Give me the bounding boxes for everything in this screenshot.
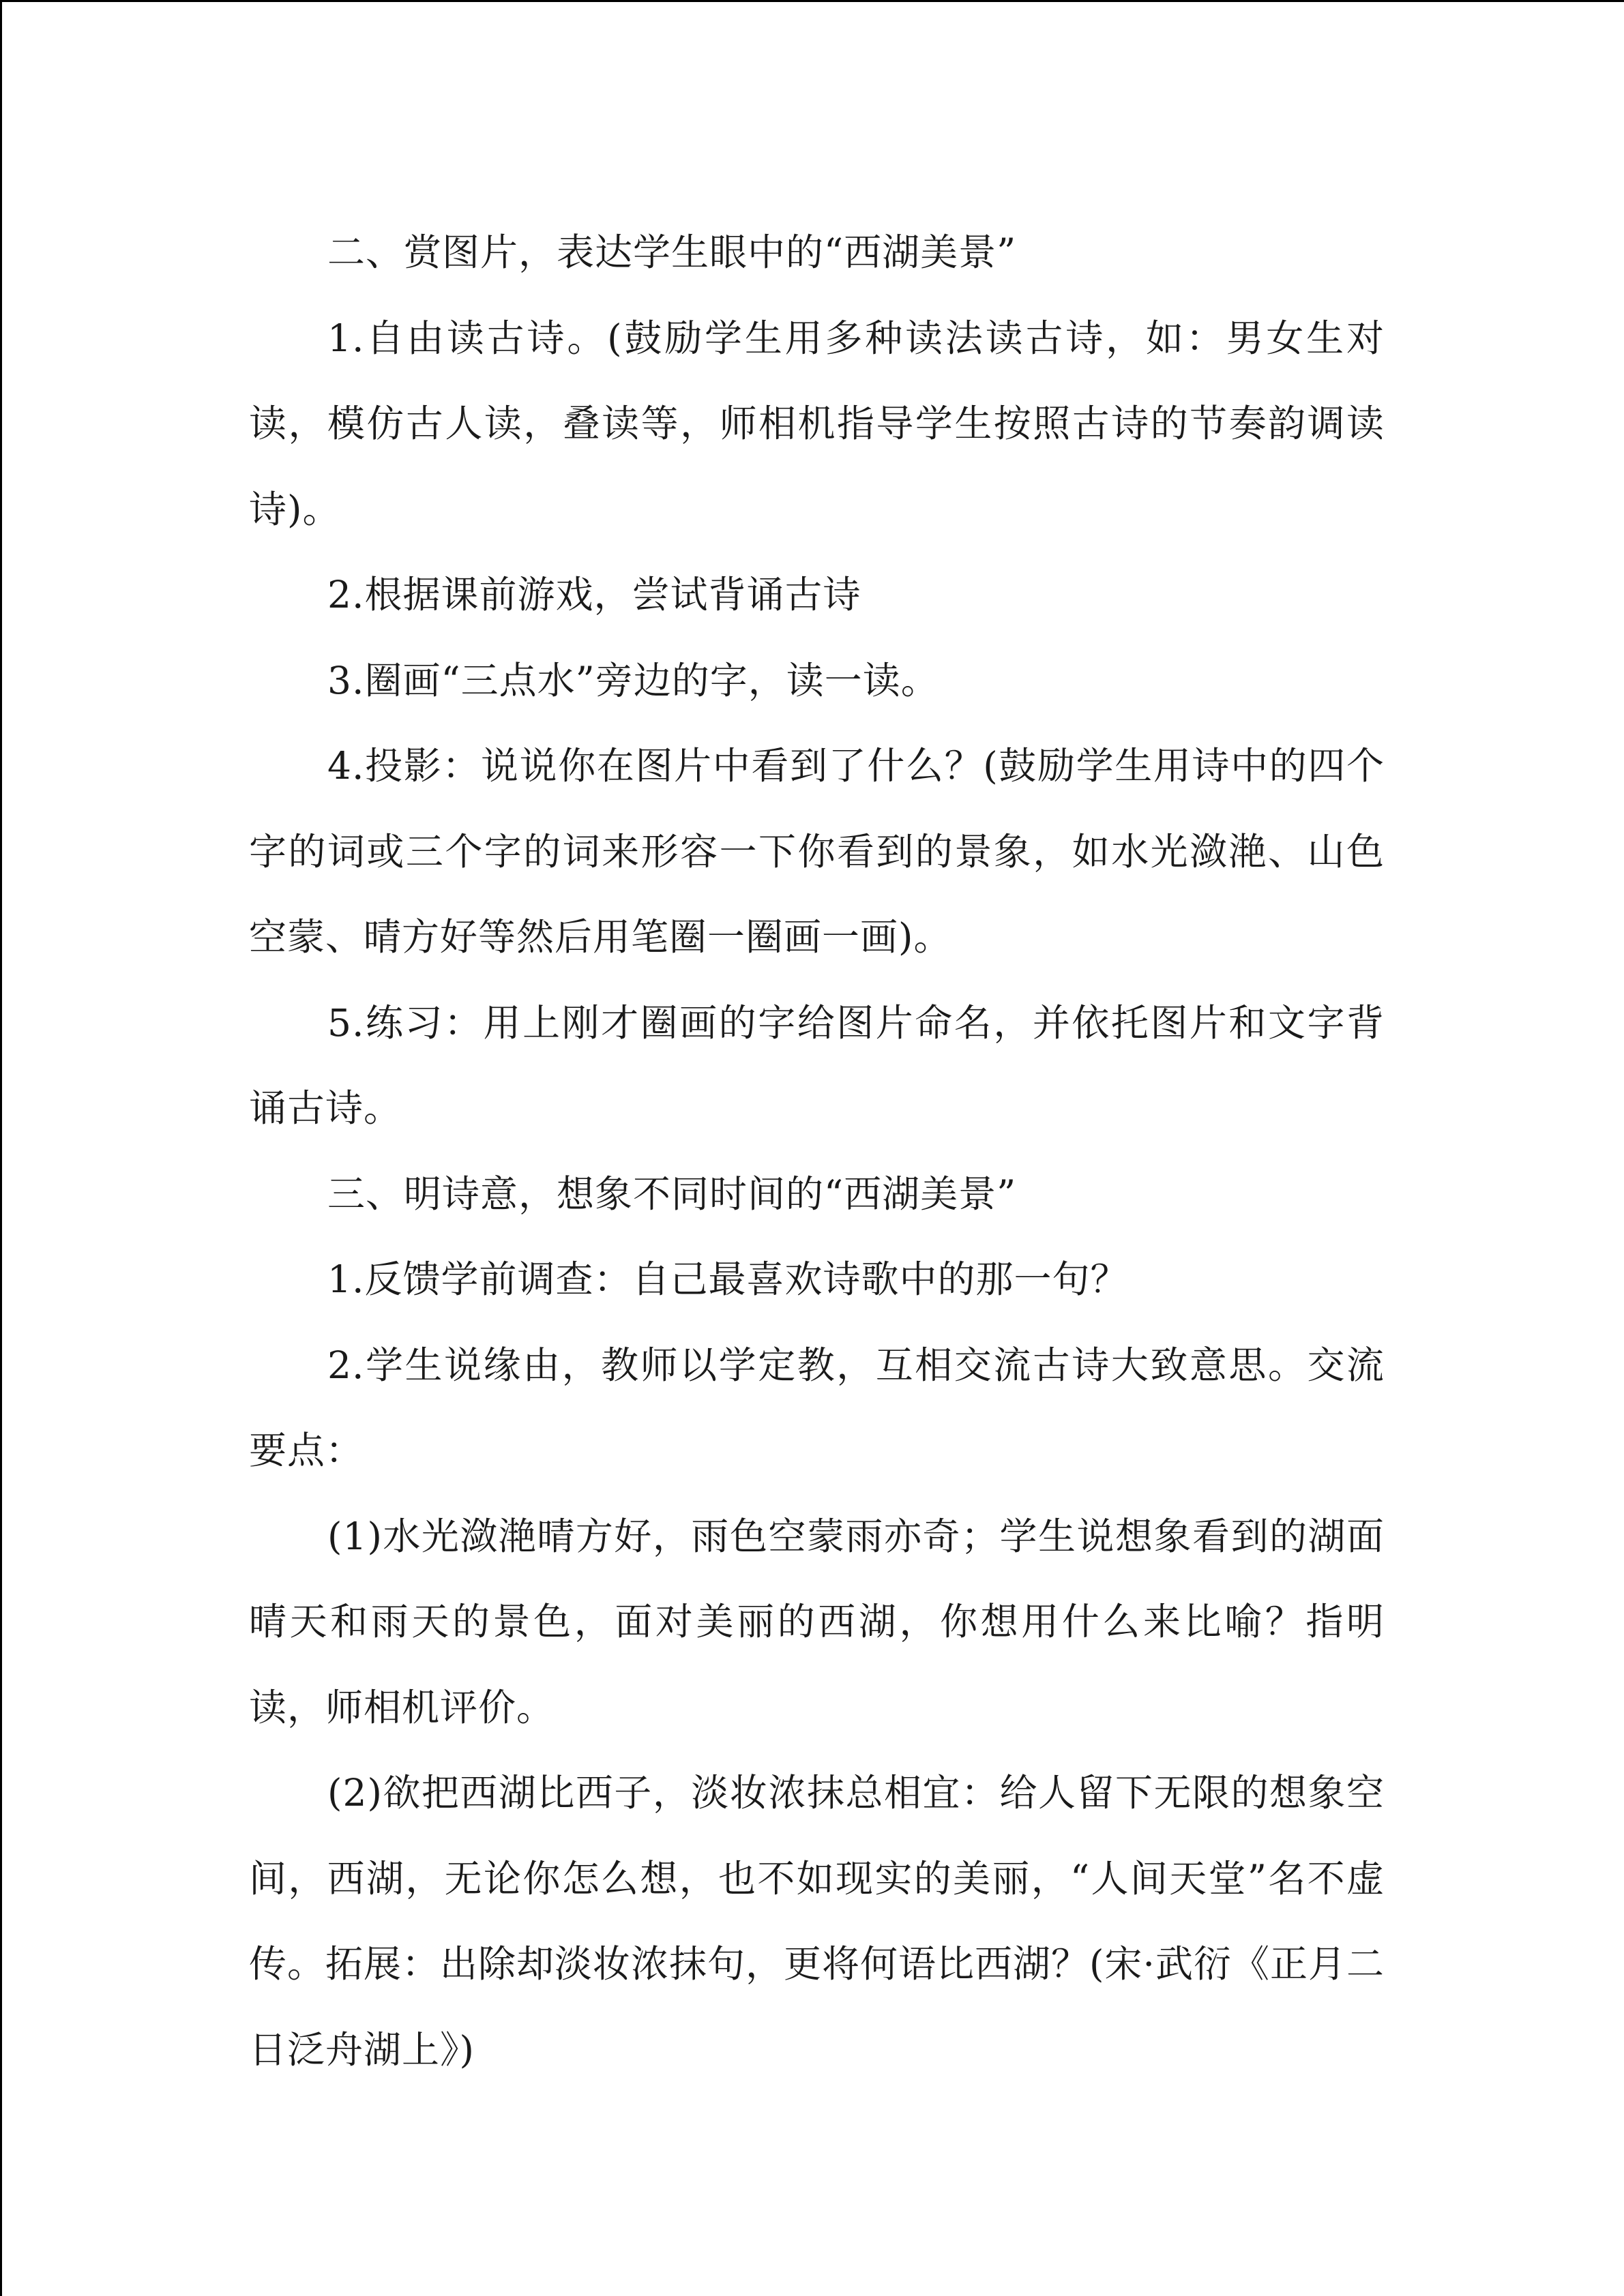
document-body — [249, 210, 1385, 2093]
paragraph-point-1: (1)水光潋滟晴方好，雨色空蒙雨亦奇；学生说想象看到的湖面晴天和雨天的景色，面对美丽的西湖，你想用什么来比喻？指明读，师相机评价。 — [249, 1514, 1385, 1729]
paragraph-recite: 2.根据课前游戏，尝试背诵古诗 — [327, 573, 861, 616]
paragraph-discussion: 2.学生说缘由，教师以学定教，互相交流古诗大致意思。交流要点： — [249, 1343, 1385, 1472]
paragraph-feedback: 1.反馈学前调查：自己最喜欢诗歌中的那一句？ — [327, 1257, 1129, 1301]
paragraph-projection: 4.投影：说说你在图片中看到了什么？(鼓励学生用诗中的四个字的词或三个字的词来形容一下你看到的景象，如水光潋滟、山色空蒙、晴方好等然后用笔圈一圈画一画)。 — [249, 744, 1385, 959]
paragraph-circle-words: 3.圈画“三点水”旁边的字，读一读。 — [327, 658, 939, 702]
section-heading-3: 三、明诗意，想象不同时间的“西湖美景” — [327, 1172, 1017, 1216]
section-heading-2: 二、赏图片，表达学生眼中的“西湖美景” — [327, 230, 1017, 274]
paragraph-practice: 5.练习：用上刚才圈画的字给图片命名，并依托图片和文字背诵古诗。 — [249, 1000, 1385, 1130]
paragraph-free-reading: 1.自由读古诗。(鼓励学生用多种读法读古诗，如：男女生对读，模仿古人读，叠读等，师相机指导学生按照古诗的节奏韵调读诗)。 — [249, 316, 1385, 531]
paragraph-point-2: (2)欲把西湖比西子，淡妆浓抹总相宜：给人留下无限的想象空间，西湖，无论你怎么想，也不如现实的美丽，“人间天堂”名不虚传。拓展：出除却淡妆浓抹句，更将何语比西湖？(宋·武衍《正月二日泛舟湖上》) — [249, 1771, 1385, 2072]
